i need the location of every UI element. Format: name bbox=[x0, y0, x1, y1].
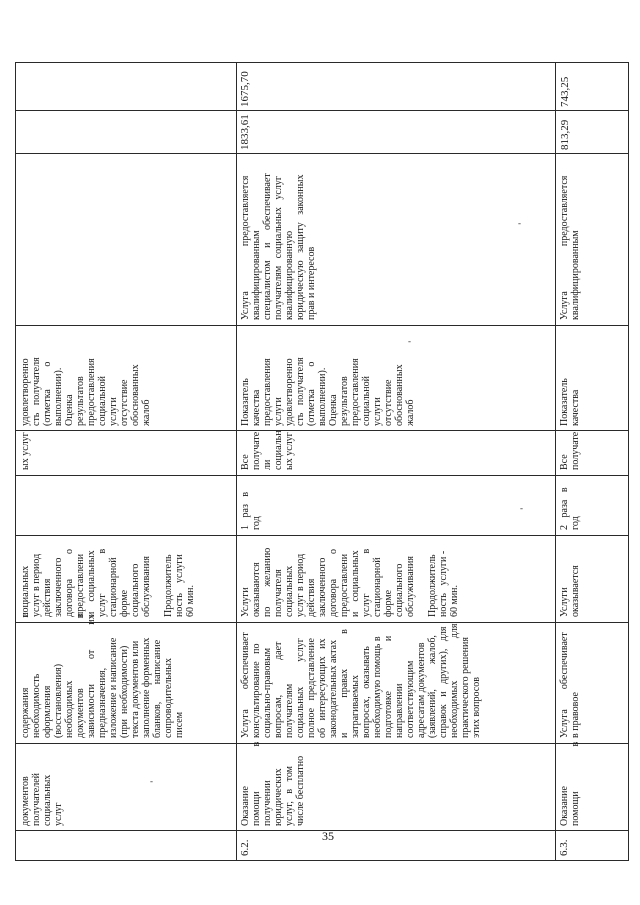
row-6-2-provision-terms: Услуга предоставляется квалифицированным специалистом и обеспечивает получателям социальных услуг квалифицированную юридическую защиту законных прав и интересов bbox=[240, 173, 317, 320]
row-6-3-frequency: 2 раза в год bbox=[559, 487, 581, 530]
stray-mark: - bbox=[408, 336, 411, 346]
stray-mark: - bbox=[150, 776, 153, 786]
col-divider-5-6 bbox=[15, 430, 628, 431]
top-row-col5-text: ых услуг bbox=[20, 432, 31, 470]
table-border-left bbox=[15, 62, 628, 63]
top-row-col3-text: социальных услуг в период действия заключенного договора о предоставлени и социальных услуг в стационарной форме социального обслуживания Продолжитель ность услуги 60 мин. bbox=[20, 548, 196, 617]
row-6-2-description: Услуга обеспечивает консультирование по социально-правовым вопросам, дает получателям социальных услуг полное представление об интересующих их законодательных актах и правах в затрагиваемых вопросах, оказывать необходимую помощь в подготовке и направлении соответствующим адресатам документов (заявлений, жалоб, справок и других), для необходимых для практического решения этих вопросов bbox=[240, 623, 482, 738]
row-6-3-provision-terms: Услуга предоставляется квалифицированным bbox=[559, 175, 581, 320]
col-divider-4-5 bbox=[15, 475, 628, 476]
page-number: 35 bbox=[322, 829, 334, 843]
row-6-2-number: 6.2. bbox=[239, 839, 251, 856]
row-6-2-quality-indicator: Показатель качества предоставления услуги удовлетворенно сть получателя (отметка о выполнении). Оценка результатов предоставления социальной услуги отсутствие обоснованных жалоб bbox=[240, 357, 416, 426]
row-6-3-conditions: Услуги оказывается bbox=[559, 565, 581, 617]
row-6-3-quality-indicator: Показатель качества bbox=[559, 378, 581, 426]
col-divider-val2 bbox=[15, 153, 628, 154]
row-6-2-service-name: Оказание помощи в получении юридических услуг, в том числе бесплатно bbox=[240, 741, 306, 826]
row-divider-1 bbox=[236, 62, 237, 861]
row-6-2-tariff-1: 1833,61 bbox=[239, 114, 251, 150]
top-row-col2-text: содержания и необходимость оформления (восстановления) необходимых документов в зависимости от их предназначения, изложение и написание (при необходимости) текста документов или заполнение форменных бланков, написание сопроводительных писем bbox=[20, 612, 185, 738]
stray-mark: - bbox=[518, 218, 521, 228]
col-divider-1-2 bbox=[15, 743, 628, 744]
row-6-2-recipients: Все получате ли социальн ых услуг bbox=[240, 430, 295, 470]
row-6-2-tariff-2: 1675,70 bbox=[239, 71, 251, 107]
table-border-top-edge bbox=[15, 62, 16, 861]
top-row-col6-text: удовлетворенно сть получателя (отметка о выполнении). Оценка результатов предоставления социальной услуги отсутствие обоснованных жалоб bbox=[20, 357, 152, 426]
table-border-right bbox=[15, 860, 628, 861]
row-6-3-tariff-2: 743,25 bbox=[559, 76, 571, 107]
top-row-col1-text: документов получателей социальных услуг bbox=[20, 772, 64, 826]
col-divider-val bbox=[15, 110, 628, 111]
row-6-3-description: Услуга обеспечивает в правовое bbox=[559, 632, 581, 738]
row-6-3-tariff-1: 813,29 bbox=[559, 119, 571, 150]
stray-mark: - bbox=[520, 503, 523, 513]
row-6-2-conditions: Услуги оказываются по желанию получателя социальных услуг в период действия заключенного договора о предоставлени и социальных услуг в стационарной форме социального обслуживания Продолжитель ность услуги - 60 мин. bbox=[240, 547, 460, 617]
row-divider-2 bbox=[555, 62, 556, 861]
row-6-3-number: 6.3. bbox=[558, 839, 570, 856]
col-divider-6-7 bbox=[15, 325, 628, 326]
col-divider-3-4 bbox=[15, 535, 628, 536]
table-border-bottom-edge bbox=[628, 62, 629, 861]
row-6-2-frequency: 1 раз в год bbox=[240, 491, 262, 530]
row-6-3-recipients: Все получате bbox=[559, 431, 581, 470]
row-6-3-service-name: Оказание помощи в bbox=[559, 741, 581, 826]
